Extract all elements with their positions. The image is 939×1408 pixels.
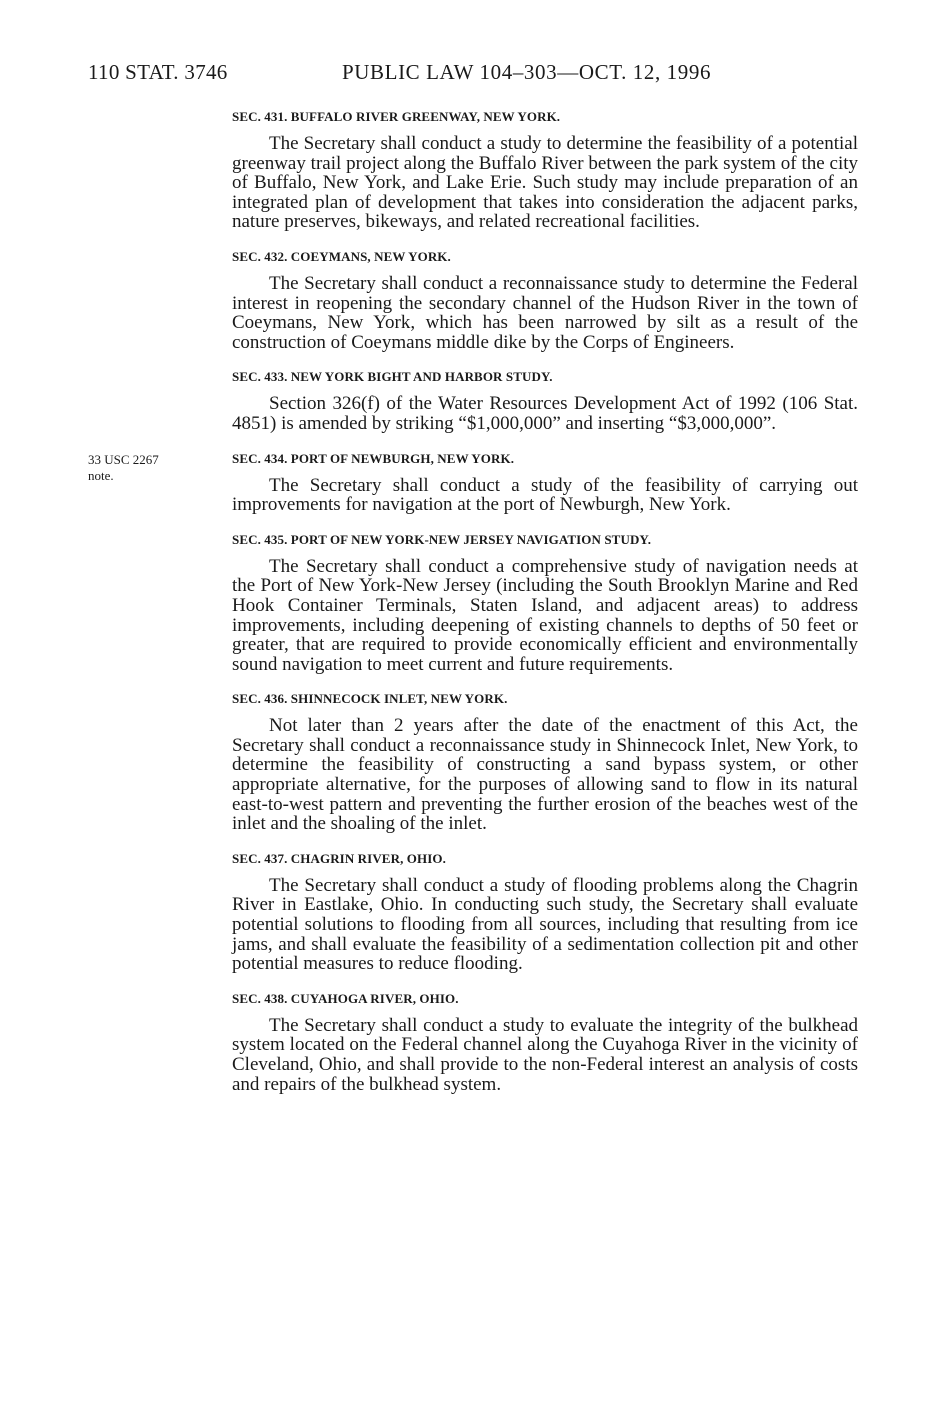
section-heading: SEC. 433. NEW YORK BIGHT AND HARBOR STUDY.: [232, 369, 553, 385]
section-text: Section 326(f) of the Water Resources Development Act of 1992 (106 Stat. 4851) is amended by striking “$1,000,000” and inserting “$3,000,000”.: [232, 393, 858, 434]
section-heading: SEC. 436. SHINNECOCK INLET, NEW YORK.: [232, 691, 508, 707]
margin-note-label: note.: [88, 468, 114, 483]
statute-page-number: 110 STAT. 3746: [88, 60, 228, 84]
section-heading: SEC. 437. CHAGRIN RIVER, OHIO.: [232, 850, 446, 866]
section-437: [232, 850, 858, 974]
section-heading: SEC. 438. CUYAHOGA RIVER, OHIO.: [232, 990, 459, 1006]
section-heading: SEC. 434. PORT OF NEWBURGH, NEW YORK.: [232, 450, 515, 466]
public-law-title: PUBLIC LAW 104–303—OCT. 12, 1996: [342, 60, 712, 84]
section-text: The Secretary shall conduct a study of flooding problems along the Chagrin River in Eastlake, Ohio. In conducting such study, the Secretary shall evaluate potential solutions to flooding from all sources, including that resulting from ice jams, and shall evaluate the feasibility of a sedimentation collection pit and other potential measures to reduce flooding.: [232, 874, 858, 975]
section-text: The Secretary shall conduct a study of the feasibility of carrying out improvements for navigation at the port of Newburgh, New York.: [232, 474, 858, 516]
section-heading: SEC. 435. PORT OF NEW YORK-NEW JERSEY NAVIGATION STUDY.: [232, 531, 652, 547]
section-heading: SEC. 431. BUFFALO RIVER GREENWAY, NEW YORK.: [232, 109, 561, 124]
section-text: The Secretary shall conduct a reconnaissance study to determine the Federal interest in reopening the secondary channel of the Hudson River in the town of Coeymans, New York, which has been narrowed by silt as a result of the construction of Coeymans middle dike by the Corps of Engineers.: [232, 272, 858, 353]
margin-note-citation: 33 USC 2267: [88, 452, 159, 467]
section-text: The Secretary shall conduct a comprehensive study of navigation needs at the Port of New York-New Jersey (including the South Brooklyn Marine and Red Hook Container Terminals, Staten Island, and adjacent areas) to address improvements, including deepening of existing channels to depths of 50 feet or greater, that are required to provide economically efficient and environmentally sound navigation to meet current and future requirements.: [232, 555, 858, 675]
section-heading: SEC. 432. COEYMANS, NEW YORK.: [232, 248, 451, 264]
section-433: [232, 368, 858, 433]
section-436: [232, 690, 858, 834]
section-431: [232, 108, 858, 232]
section-434: [232, 450, 858, 515]
section-438: [232, 990, 858, 1094]
page-body: [232, 108, 858, 1110]
section-432: [232, 248, 858, 352]
section-text: The Secretary shall conduct a study to determine the feasibility of a potential greenway trail project along the Buffalo River between the park system of the city of Buffalo, New York, and Lake Erie. Such study may include preparation of an integrated plan of development that takes into consideration the adjacent parks, nature preserves, bikeways, and related recreational facilities.: [232, 133, 858, 233]
section-text: Not later than 2 years after the date of the enactment of this Act, the Secretary shall conduct a reconnaissance study in Shinnecock Inlet, New York, to determine the feasibility of constructing a sand bypass system, or other appropriate alternative, for the purposes of allowing sand to flow in its natural east-to-west pattern and preventing the further erosion of the beaches west of the inlet and the shoaling of the inlet.: [232, 715, 858, 835]
margin-note: [88, 452, 208, 484]
section-435: [232, 531, 858, 675]
section-text: The Secretary shall conduct a study to evaluate the integrity of the bulkhead system located on the Federal channel along the Cuyahoga River in the vicinity of Cleveland, Ohio, and shall provide to the non-Federal interest an analysis of costs and repairs of the bulkhead system.: [232, 1014, 858, 1095]
page-header: [88, 60, 858, 90]
